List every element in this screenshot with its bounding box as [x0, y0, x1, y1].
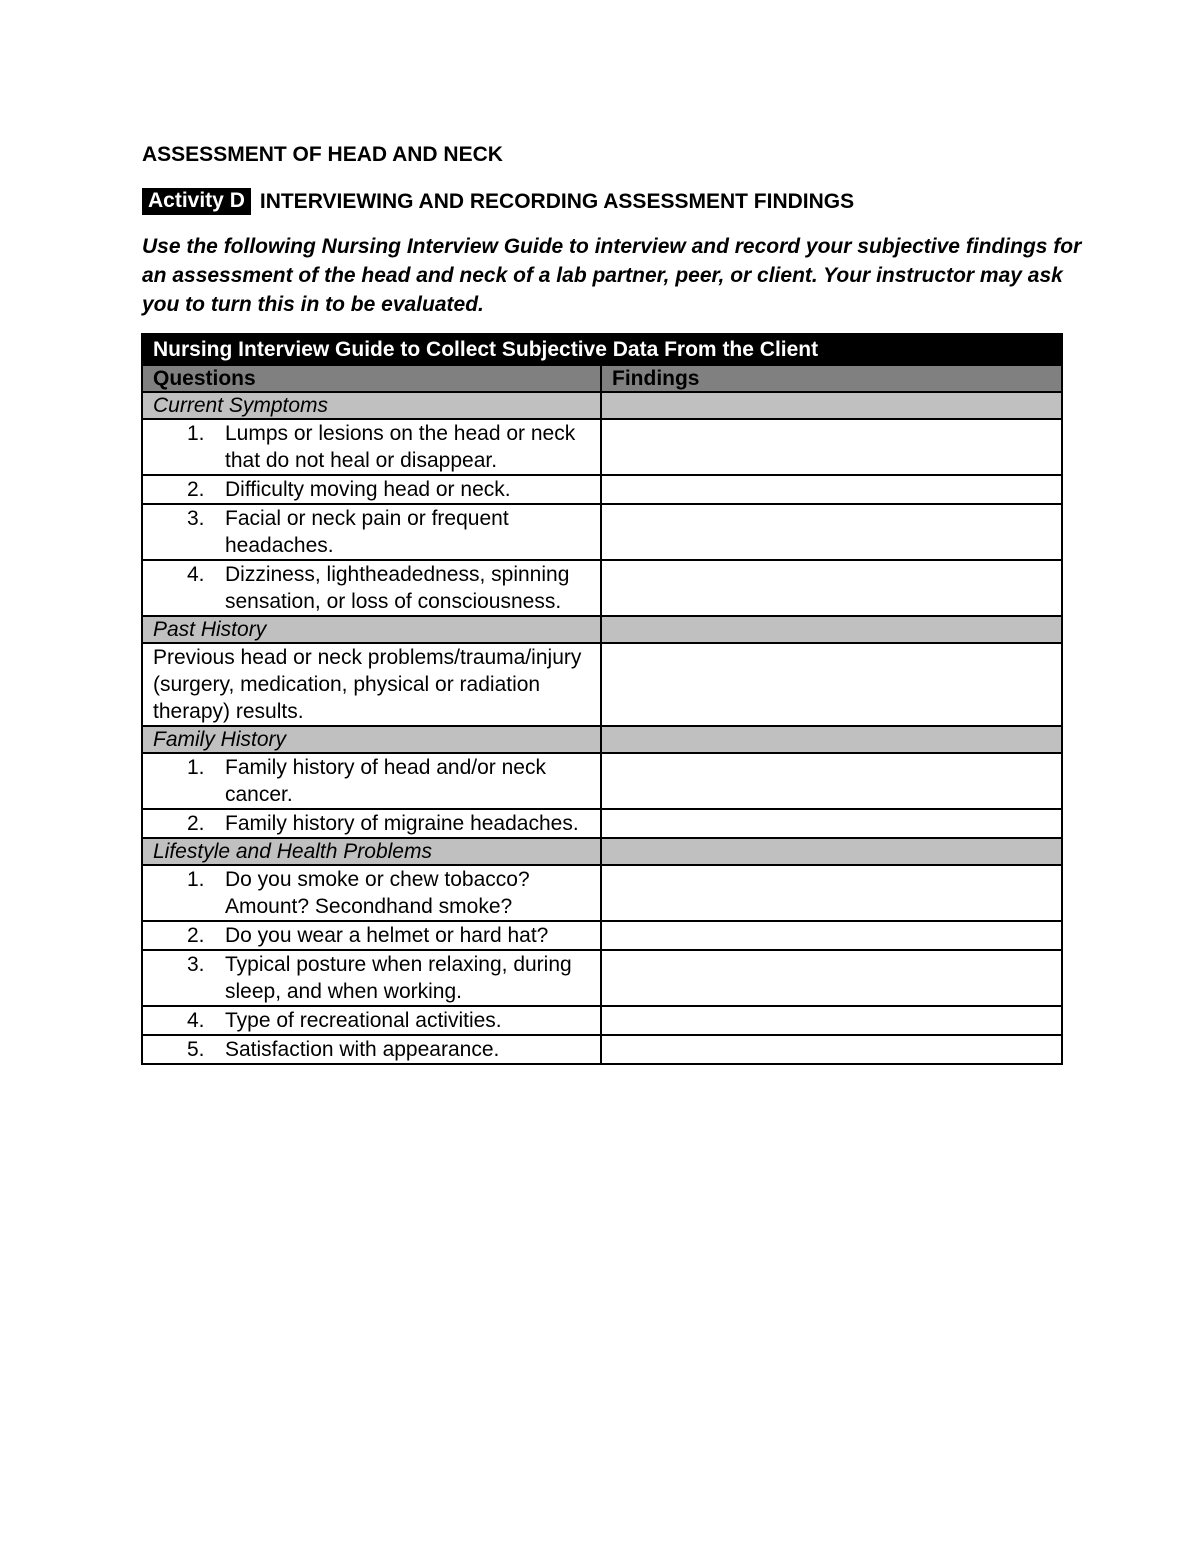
- question-cell: [142, 1035, 601, 1064]
- table-title-row: [142, 334, 1062, 365]
- table-row: [142, 419, 1062, 475]
- activity-heading: INTERVIEWING AND RECORDING ASSESSMENT FINDINGS: [259, 189, 855, 213]
- finding-cell[interactable]: [601, 753, 1062, 809]
- finding-cell[interactable]: [601, 809, 1062, 838]
- question-cell: [142, 419, 601, 475]
- question-number: 3.: [187, 507, 205, 530]
- section-row-past-history: [142, 616, 1062, 643]
- table-row: [142, 643, 1062, 726]
- table-title: Nursing Interview Guide to Collect Subjective Data From the Client: [142, 334, 1062, 365]
- table-row: [142, 560, 1062, 616]
- finding-cell[interactable]: [601, 1006, 1062, 1035]
- question-cell: [142, 475, 601, 504]
- interview-guide-table: [141, 333, 1063, 1065]
- question-number: 2.: [187, 812, 205, 835]
- question-text: Satisfaction with appearance.: [225, 1038, 500, 1061]
- table-row: [142, 753, 1062, 809]
- question-text: Dizziness, lightheadedness, spinning sensation, or loss of consciousness.: [225, 563, 570, 613]
- question-cell: [142, 1006, 601, 1035]
- table-row: [142, 950, 1062, 1006]
- question-number: 1.: [187, 868, 205, 891]
- column-header-questions: Questions: [142, 365, 601, 392]
- question-cell: [142, 921, 601, 950]
- question-text: Do you wear a helmet or hard hat?: [225, 924, 549, 947]
- table-row: [142, 1035, 1062, 1064]
- finding-cell[interactable]: [601, 419, 1062, 475]
- finding-cell[interactable]: [601, 643, 1062, 726]
- section-label: Past History: [142, 616, 601, 643]
- question-text: Facial or neck pain or frequent headaches.: [225, 507, 509, 557]
- section-row-lifestyle: [142, 838, 1062, 865]
- question-text: Typical posture when relaxing, during sleep, and when working.: [225, 953, 572, 1003]
- finding-cell[interactable]: [601, 1035, 1062, 1064]
- question-cell: [142, 809, 601, 838]
- table-row: [142, 921, 1062, 950]
- finding-cell[interactable]: [601, 560, 1062, 616]
- activity-badge: Activity D: [142, 188, 251, 215]
- question-text: Family history of head and/or neck cancer.: [225, 756, 546, 806]
- question-cell: [142, 950, 601, 1006]
- finding-cell[interactable]: [601, 475, 1062, 504]
- section-row-family-history: [142, 726, 1062, 753]
- section-findings-blank: [601, 726, 1062, 753]
- table-row: [142, 865, 1062, 921]
- question-cell: [142, 560, 601, 616]
- column-header-findings: Findings: [601, 365, 1062, 392]
- question-number: 1.: [187, 422, 205, 445]
- question-number: 2.: [187, 924, 205, 947]
- question-text: Lumps or lesions on the head or neck that do not heal or disappear.: [225, 422, 576, 472]
- question-number: 4.: [187, 1009, 205, 1032]
- activity-heading-line: [142, 188, 854, 215]
- section-findings-blank: [601, 838, 1062, 865]
- question-number: 5.: [187, 1038, 205, 1061]
- table-header-row: [142, 365, 1062, 392]
- question-text: Do you smoke or chew tobacco? Amount? Secondhand smoke?: [225, 868, 530, 918]
- finding-cell[interactable]: [601, 865, 1062, 921]
- finding-cell[interactable]: [601, 950, 1062, 1006]
- question-number: 3.: [187, 953, 205, 976]
- question-text: Type of recreational activities.: [225, 1009, 502, 1032]
- section-findings-blank: [601, 392, 1062, 419]
- section-label: Family History: [142, 726, 601, 753]
- table-row: [142, 504, 1062, 560]
- table-row: [142, 809, 1062, 838]
- question-cell: [142, 865, 601, 921]
- question-number: 2.: [187, 478, 205, 501]
- section-row-current-symptoms: [142, 392, 1062, 419]
- question-text: Family history of migraine headaches.: [225, 812, 579, 835]
- question-cell: [142, 753, 601, 809]
- finding-cell[interactable]: [601, 921, 1062, 950]
- section-label: Current Symptoms: [142, 392, 601, 419]
- question-number: 1.: [187, 756, 205, 779]
- section-findings-blank: [601, 616, 1062, 643]
- section-label: Lifestyle and Health Problems: [142, 838, 601, 865]
- page-title: ASSESSMENT OF HEAD AND NECK: [142, 143, 503, 166]
- question-number: 4.: [187, 563, 205, 586]
- table-row: [142, 1006, 1062, 1035]
- instructions-text: Use the following Nursing Interview Guide to interview and record your subjective findings for an assessment of the head and neck of a lab partner, peer, or client. Your instructor may ask you to turn this in to be evaluated.: [142, 235, 1082, 316]
- question-text: Difficulty moving head or neck.: [225, 478, 511, 501]
- question-cell: Previous head or neck problems/trauma/injury (surgery, medication, physical or radiation therapy) results.: [142, 643, 601, 726]
- finding-cell[interactable]: [601, 504, 1062, 560]
- table-row: [142, 475, 1062, 504]
- question-cell: [142, 504, 601, 560]
